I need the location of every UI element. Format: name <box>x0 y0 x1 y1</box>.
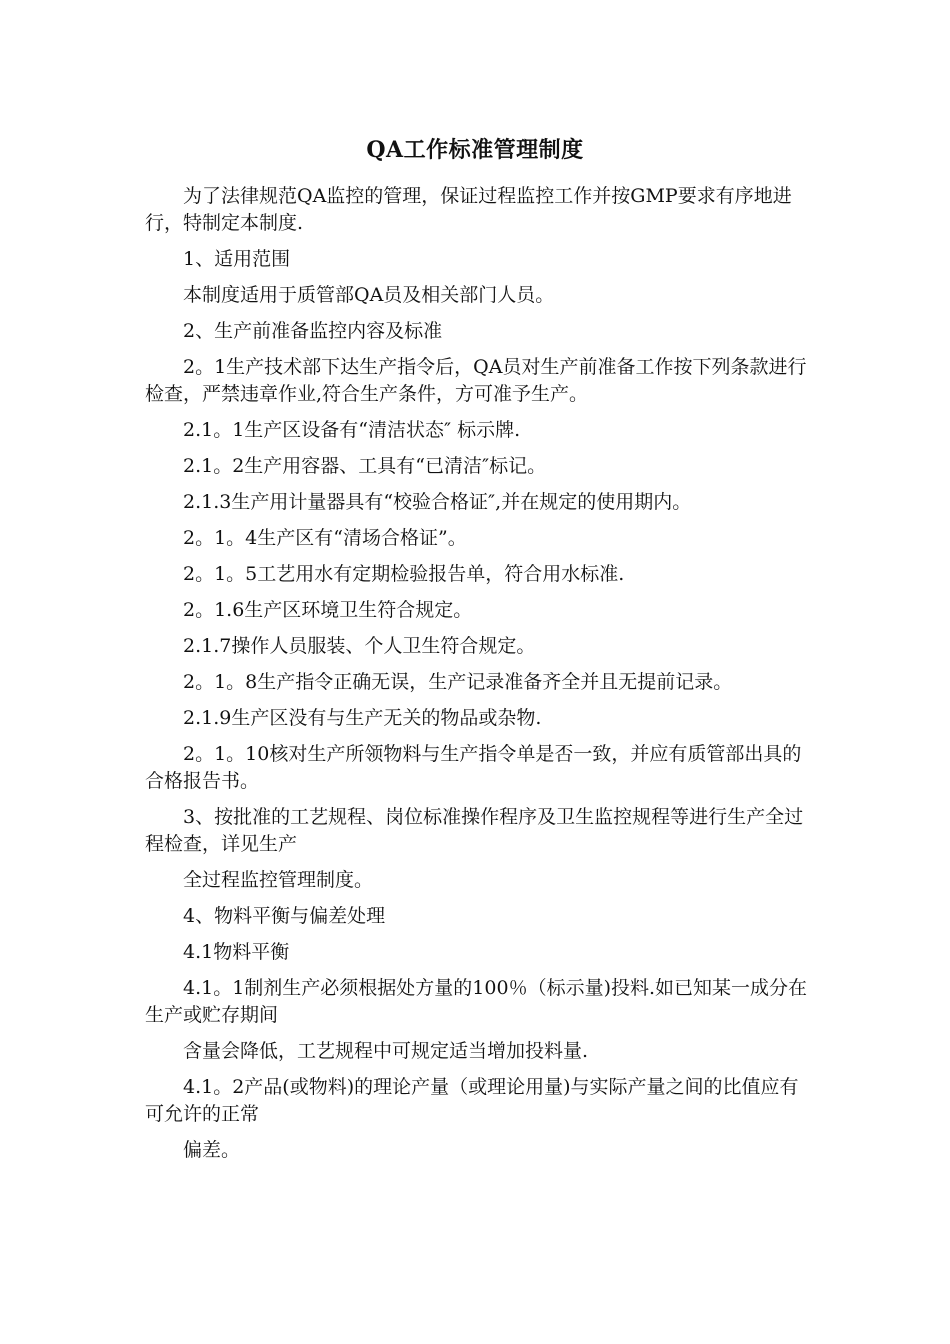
section-heading: 2、生产前准备监控内容及标准 <box>183 320 443 342</box>
list-item: 4.1。1制剂生产必须根据处方量的100％（标示量)投料.如已知某一成分在生产或贮存期间 <box>145 977 808 1026</box>
list-item: 2。1.6生产区环境卫生符合规定。 <box>183 599 473 621</box>
paragraph: 含量会降低，工艺规程中可规定适当增加投料量. <box>183 1040 589 1062</box>
paragraph: 2。1生产技术部下达生产指令后，QA员对生产前准备工作按下列条款进行检查，严禁违章作业,符合生产条件，方可准予生产。 <box>145 356 807 405</box>
list-item: 2。1。10核对生产所领物料与生产指令单是否一致，并应有质管部出具的合格报告书。 <box>145 743 802 792</box>
paragraph: 为了法律规范QA监控的管理，保证过程监控工作并按GMP要求有序地进行，特制定本制度. <box>145 185 792 234</box>
list-item: 2。1。8生产指令正确无误，生产记录准备齐全并且无提前记录。 <box>183 671 733 693</box>
section-heading: 3、按批准的工艺规程、岗位标准操作程序及卫生监控规程等进行生产全过程检查，详见生产 <box>145 806 804 855</box>
list-item: 2.1。1生产区设备有“清洁状态″ 标示牌. <box>183 419 521 441</box>
list-item: 2.1.7操作人员服装、个人卫生符合规定。 <box>183 635 536 657</box>
list-item: 2.1.3生产用计量器具有“校验合格证″,并在规定的使用期内。 <box>183 491 692 513</box>
document-body <box>145 183 810 1173</box>
section-heading: 4、物料平衡与偏差处理 <box>183 905 386 927</box>
paragraph: 本制度适用于质管部QA员及相关部门人员。 <box>183 284 555 306</box>
list-item: 2。1。4生产区有“清场合格证”。 <box>183 527 467 549</box>
list-item: 2.1.9生产区没有与生产无关的物品或杂物. <box>183 707 542 729</box>
list-item: 2.1。2生产用容器、工具有“已清洁″标记。 <box>183 455 547 477</box>
section-heading: 1、适用范围 <box>183 248 291 270</box>
list-item: 4.1。2产品(或物料)的理论产量（或理论用量)与实际产量之间的比值应有可允许的正常 <box>145 1076 799 1125</box>
paragraph: 全过程监控管理制度。 <box>183 869 374 891</box>
subsection-heading: 4.1物料平衡 <box>183 941 290 963</box>
paragraph: 偏差。 <box>183 1139 241 1161</box>
list-item: 2。1。5工艺用水有定期检验报告单，符合用水标准. <box>183 563 625 585</box>
document-title: QA工作标准管理制度 <box>366 137 584 163</box>
